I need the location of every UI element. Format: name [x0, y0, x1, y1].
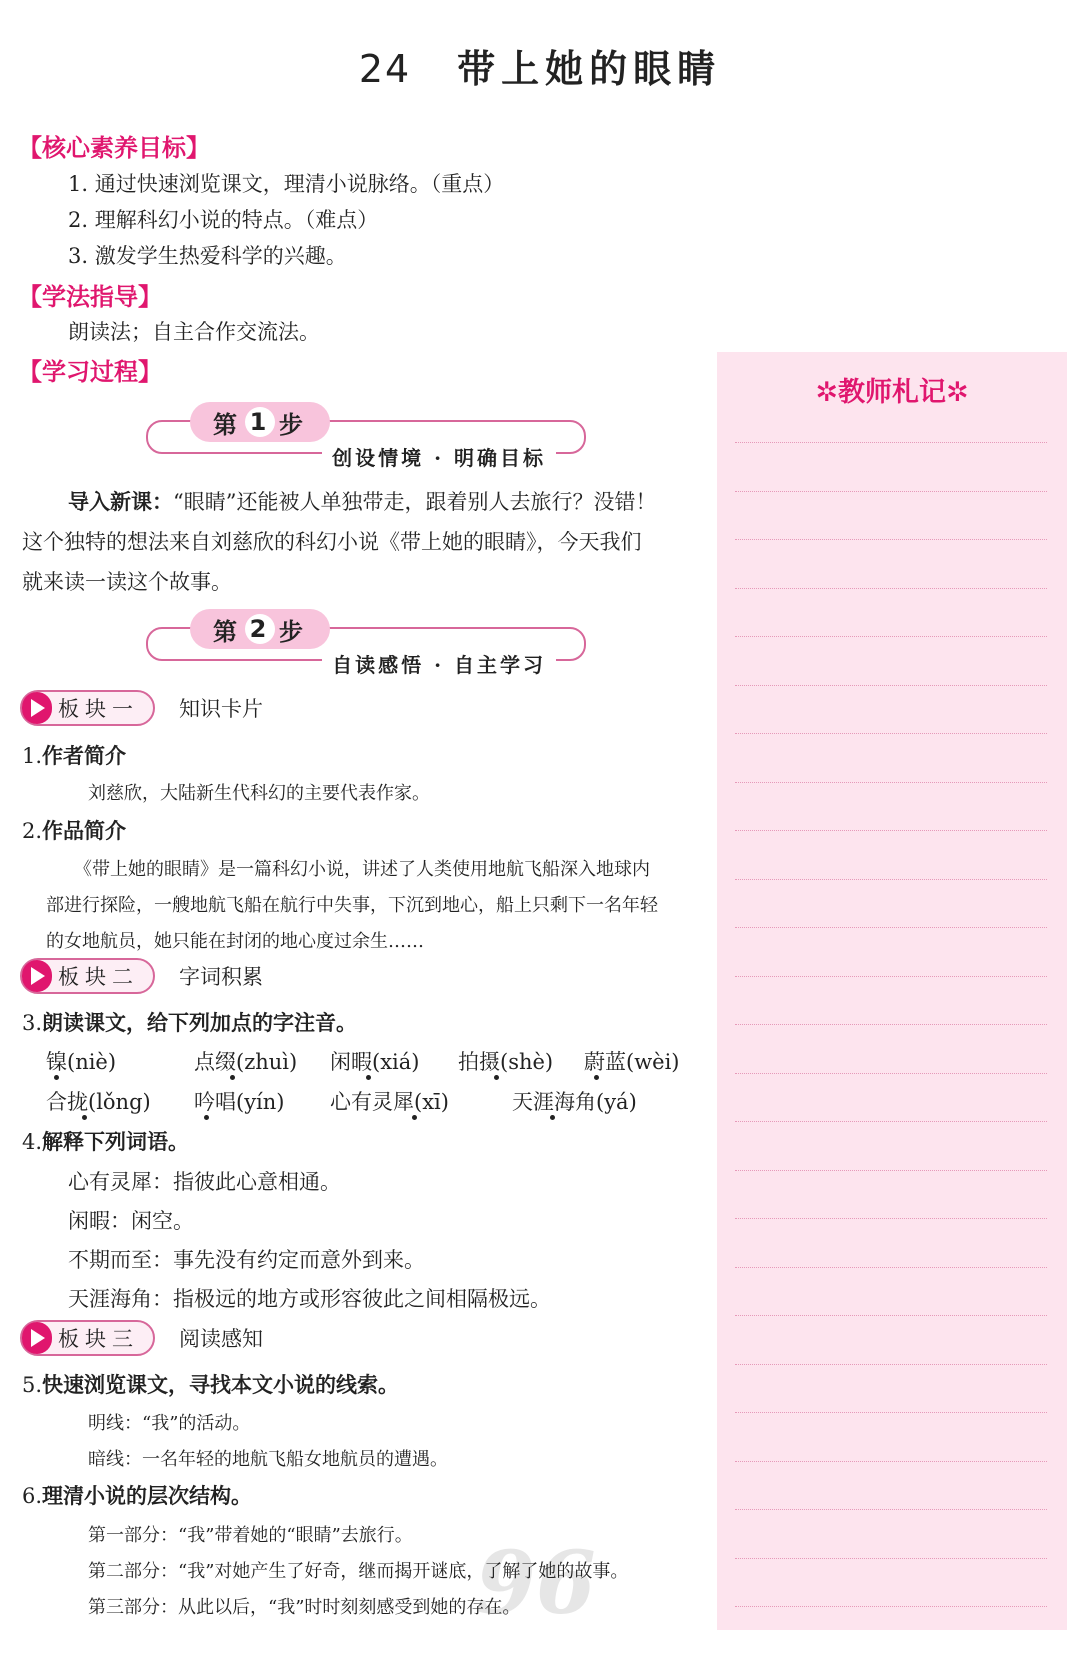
notes-writing-line — [735, 733, 1047, 734]
emphasis-dot — [230, 1075, 235, 1080]
intro-line-1 — [68, 486, 656, 516]
q2-number: 2. — [22, 819, 43, 843]
emphasis-dot — [594, 1075, 599, 1080]
intro-line-2: 这个独特的想法来自刘慈欣的科幻小说《带上她的眼睛》，今天我们 — [22, 530, 642, 554]
notes-writing-line — [735, 491, 1047, 492]
clue-item: 暗线：一名年轻的地航飞船女地航员的遭遇。 — [88, 1449, 448, 1470]
q3-title: 朗读课文，给下列加点的字注音。 — [42, 1011, 358, 1035]
pinyin-item: 心有灵犀(xī) — [330, 1090, 449, 1114]
q3-heading — [22, 1007, 357, 1037]
lesson-number: 24 — [358, 47, 412, 91]
intro-line-3: 就来读一读这个故事。 — [22, 570, 232, 594]
q6-number: 6. — [22, 1484, 43, 1508]
notes-writing-line — [735, 830, 1047, 831]
notes-writing-line — [735, 1024, 1047, 1025]
q5-number: 5. — [22, 1373, 43, 1397]
pinyin-item: 合拢(lǒng) — [46, 1090, 151, 1114]
pinyin-item: 吟唱(yín) — [194, 1090, 285, 1114]
notes-writing-line — [735, 588, 1047, 589]
q6-heading — [22, 1480, 252, 1510]
play-icon — [22, 692, 52, 724]
notes-writing-line — [735, 976, 1047, 977]
q4-title: 解释下列词语。 — [42, 1130, 190, 1154]
block-tag-text: 板块一 — [58, 697, 139, 721]
q1-number: 1. — [22, 744, 43, 768]
method-text: 朗读法；自主合作交流法。 — [68, 320, 320, 344]
q1-heading — [22, 740, 126, 770]
pinyin-item: 蔚蓝(wèi) — [584, 1050, 680, 1074]
block-1-title: 知识卡片 — [179, 697, 263, 721]
definition-item: 天涯海角：指极远的地方或形容彼此之间相隔极远。 — [68, 1287, 551, 1311]
emphasis-dot — [204, 1115, 209, 1120]
structure-item: 第一部分：“我”带着她的“眼睛”去旅行。 — [88, 1525, 413, 1546]
pinyin-item: 拍摄(shè) — [458, 1050, 554, 1074]
q3-number: 3. — [22, 1011, 43, 1035]
notes-writing-line — [735, 1558, 1047, 1559]
block-2-title: 字词积累 — [179, 965, 263, 989]
notes-writing-line — [735, 1170, 1047, 1171]
notes-writing-line — [735, 539, 1047, 540]
notes-writing-line — [735, 1606, 1047, 1607]
notes-writing-line — [735, 685, 1047, 686]
step-prefix: 第 — [213, 617, 241, 646]
notes-writing-line — [735, 442, 1047, 443]
q2-title: 作品简介 — [42, 819, 127, 843]
notes-writing-line — [735, 1461, 1047, 1462]
step-1-subtitle: 创设情境 · 明确目标 — [322, 442, 556, 471]
block-2-tag — [20, 958, 155, 994]
block-tag-text: 板块二 — [58, 965, 139, 989]
goal-item: 2. 理解科幻小说的特点。（难点） — [68, 208, 379, 232]
emphasis-dot — [412, 1115, 417, 1120]
intro-text: “眼睛”还能被人单独带走，跟着别人去旅行？没错！ — [173, 490, 657, 514]
q2-line-1: 《带上她的眼睛》是一篇科幻小说，讲述了人类使用地航飞船深入地球内 — [74, 859, 650, 880]
q4-number: 4. — [22, 1130, 43, 1154]
step-2-banner — [146, 609, 586, 679]
notes-writing-line — [735, 879, 1047, 880]
notes-writing-line — [735, 782, 1047, 783]
pinyin-item: 天涯海角(yá) — [512, 1090, 637, 1114]
play-icon — [22, 960, 52, 992]
step-2-subtitle: 自读感悟 · 自主学习 — [322, 649, 556, 678]
notes-writing-line — [735, 1412, 1047, 1413]
step-number: 1 — [245, 407, 275, 437]
q2-heading — [22, 815, 126, 845]
step-1-pill — [190, 402, 330, 442]
lesson-title — [0, 38, 1080, 93]
pinyin-item: 点缀(zhuì) — [194, 1050, 298, 1074]
emphasis-dot — [82, 1115, 87, 1120]
notes-writing-line — [735, 1218, 1047, 1219]
step-2-pill — [190, 609, 330, 649]
block-1-tag — [20, 690, 155, 726]
block-tag-text: 板块三 — [58, 1327, 139, 1351]
q5-title: 快速浏览课文，寻找本文小说的线索。 — [42, 1373, 400, 1397]
definition-item: 心有灵犀：指彼此心意相通。 — [68, 1170, 341, 1194]
goal-item: 1. 通过快速浏览课文，理清小说脉络。（重点） — [68, 172, 505, 196]
structure-item: 第三部分：从此以后，“我”时时刻刻感受到她的存在。 — [88, 1597, 521, 1618]
q6-title: 理清小说的层次结构。 — [42, 1484, 253, 1508]
block-3-tag — [20, 1320, 155, 1356]
emphasis-dot — [494, 1075, 499, 1080]
emphasis-dot — [54, 1075, 59, 1080]
pinyin-item: 闲暇(xiá) — [330, 1050, 420, 1074]
notes-writing-line — [735, 1509, 1047, 1510]
q5-heading — [22, 1369, 399, 1399]
step-number: 2 — [245, 614, 275, 644]
q1-text: 刘慈欣，大陆新生代科幻的主要代表作家。 — [88, 783, 430, 804]
structure-item: 第二部分：“我”对她产生了好奇，继而揭开谜底，了解了她的故事。 — [88, 1561, 629, 1582]
block-3-label — [20, 1318, 263, 1358]
definition-item: 不期而至：事先没有约定而意外到来。 — [68, 1248, 425, 1272]
teacher-notes-panel — [717, 352, 1067, 1630]
page-number: 96 — [476, 1533, 596, 1634]
goals-heading: 【核心素养目标】 — [18, 134, 210, 162]
notes-writing-line — [735, 1073, 1047, 1074]
method-heading: 【学法指导】 — [18, 283, 162, 311]
step-1-banner — [146, 402, 586, 472]
block-1-label — [20, 688, 263, 728]
play-icon — [22, 1322, 52, 1354]
clue-item: 明线：“我”的活动。 — [88, 1413, 251, 1434]
notes-writing-line — [735, 1267, 1047, 1268]
step-prefix: 第 — [213, 410, 241, 439]
goal-item: 3. 激发学生热爱科学的兴趣。 — [68, 244, 347, 268]
emphasis-dot — [550, 1115, 555, 1120]
notes-writing-line — [735, 927, 1047, 928]
lesson-name: 带上她的眼睛 — [457, 46, 722, 91]
q1-title: 作者简介 — [42, 744, 127, 768]
q2-line-3: 的女地航员，她只能在封闭的地心度过余生…… — [46, 931, 424, 952]
step-suffix: 步 — [279, 617, 307, 646]
intro-label: 导入新课： — [68, 490, 173, 514]
block-2-label — [20, 956, 263, 996]
notes-writing-line — [735, 1364, 1047, 1365]
pinyin-item: 镍(niè) — [46, 1050, 117, 1074]
definition-item: 闲暇：闲空。 — [68, 1209, 194, 1233]
block-3-title: 阅读感知 — [179, 1327, 263, 1351]
notes-writing-line — [735, 1315, 1047, 1316]
step-suffix: 步 — [279, 410, 307, 439]
notes-writing-line — [735, 1121, 1047, 1122]
notes-writing-line — [735, 636, 1047, 637]
q4-heading — [22, 1126, 189, 1156]
process-heading: 【学习过程】 — [18, 358, 162, 386]
emphasis-dot — [366, 1075, 371, 1080]
q2-line-2: 部进行探险，一艘地航飞船在航行中失事，下沉到地心，船上只剩下一名年轻 — [46, 895, 658, 916]
teacher-notes-heading: ✲教师札记✲ — [815, 377, 969, 408]
